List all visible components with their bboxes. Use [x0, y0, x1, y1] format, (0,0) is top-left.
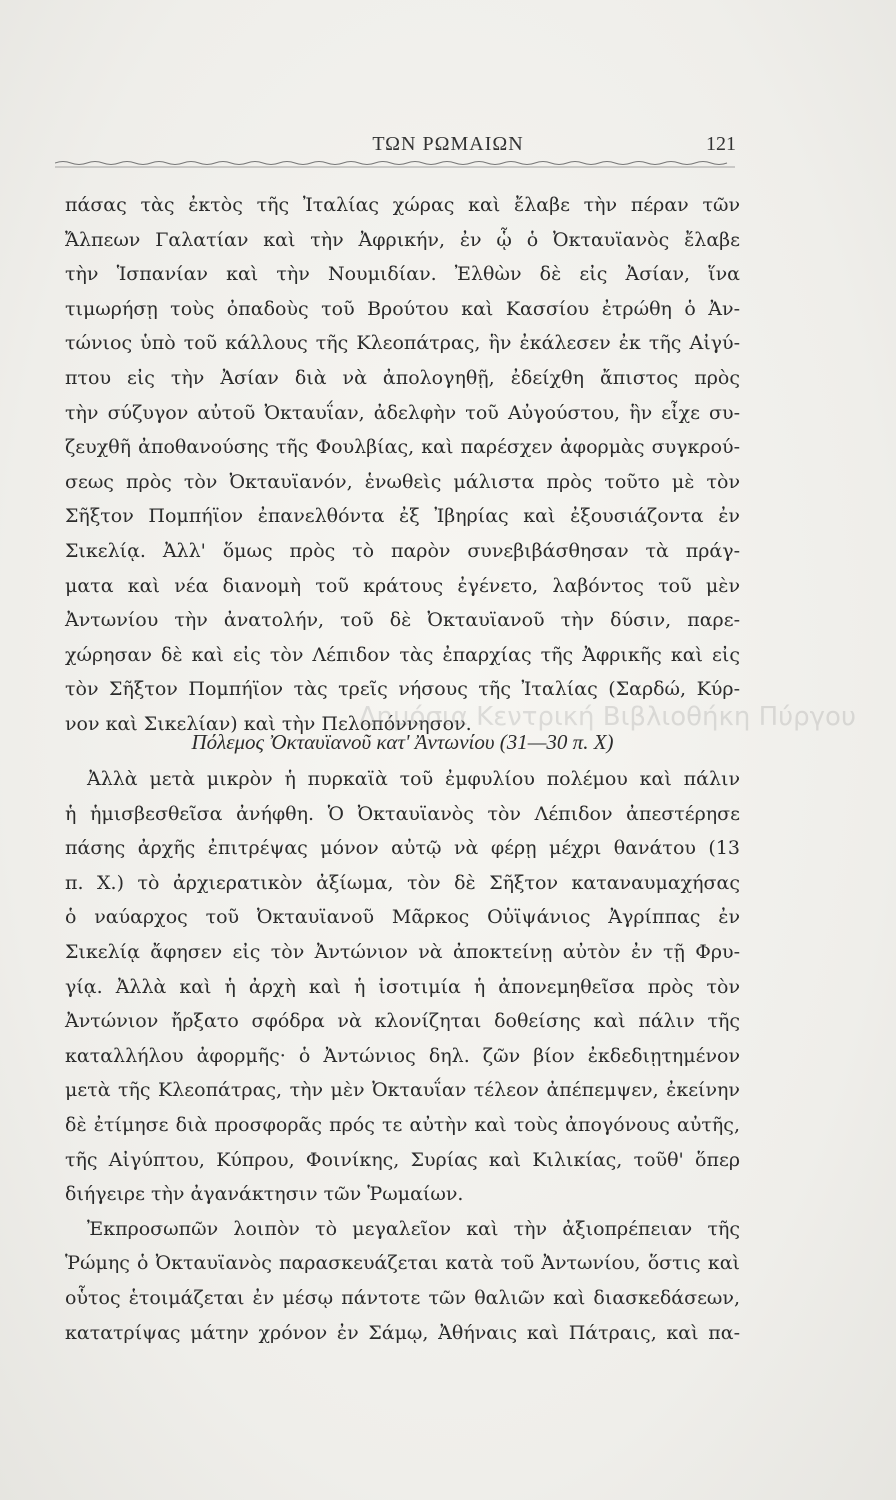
text-line: κατατρίψας μάτην χρόνον ἐν Σάμῳ, Ἀθήναις καὶ Πάτραις, καὶ πα- [65, 1321, 740, 1344]
text-line: Σικελίᾳ ἄφησεν εἰς τὸν Ἀντώνιον νὰ ἀποκτείνῃ αὐτὸν ἐν τῇ Φρυ- [65, 940, 740, 963]
text-line: καταλλήλου ἀφορμῆς· ὁ Ἀντώνιος δηλ. ζῶν βίον ἐκδεδιῃτημένον [65, 1044, 740, 1067]
text-line: ματα καὶ νέα διανομὴ τοῦ κράτους ἐγένετο, λαβόντος τοῦ μὲν [65, 574, 740, 597]
text-line: τιμωρήσῃ τοὺς ὀπαδοὺς τοῦ Βρούτου καὶ Κασσίου ἐτρώθη ὁ Ἀν- [65, 297, 740, 320]
text-line: δὲ ἐτίμησε διὰ προσφορᾶς πρός τε αὐτὴν καὶ τοὺς ἀπογόνους αὐτῆς, [65, 1113, 740, 1136]
paragraph-2 [65, 762, 740, 1350]
library-watermark: Δημόσια Κεντρική Βιβλιοθήκη Πύργου [358, 702, 856, 732]
text-line: Ἀντώνιον ἤρξατο σφόδρα νὰ κλονίζηται δοθείσης καὶ πάλιν τῆς [65, 1010, 740, 1033]
running-title: ΤΩΝ ΡΩΜΑΙΩΝ [372, 133, 524, 155]
text-line: πάσης ἀρχῆς ἐπιτρέψας μόνον αὐτῷ νὰ φέρῃ μέχρι θανάτου (13 [65, 837, 740, 860]
text-line: Ἀντωνίου τὴν ἀνατολήν, τοῦ δὲ Ὀκταυϊανοῦ τὴν δύσιν, παρε- [65, 609, 740, 632]
section-heading: Πόλεμος Ὀκταυϊανοῦ κατ' Ἀντωνίου (31—30 π. Χ) [191, 730, 614, 754]
text-line: Ῥώμης ὁ Ὀκταυϊανὸς παρασκευάζεται κατὰ τοῦ Ἀντωνίου, ὅστις καὶ [65, 1252, 740, 1275]
text-line: ζευχθῆ ἀποθανούσης τῆς Φουλβίας, καὶ παρέσχεν ἀφορμὰς συγκρού- [65, 436, 740, 459]
text-line: πάσας τὰς ἐκτὸς τῆς Ἰταλίας χώρας καὶ ἔλαβε τὴν πέραν τῶν [65, 194, 740, 216]
text-line: τὸν Σῆξτον Πομπήϊον τὰς τρεῖς νήσους τῆς Ἰταλίας (Σαρδώ, Κύρ- [65, 678, 740, 701]
header-rule [55, 160, 735, 170]
text-line: τῆς Αἰγύπτου, Κύπρου, Φοινίκης, Συρίας καὶ Κιλικίας, τοῦθ' ὅπερ [65, 1148, 740, 1171]
text-line: Ἄλπεων Γαλατίαν καὶ τὴν Ἀφρικήν, ἐν ᾧ ὁ Ὀκταυϊανὸς ἔλαβε [65, 228, 740, 251]
text-line: Ἐκπροσωπῶν λοιπὸν τὸ μεγαλεῖον καὶ τὴν ἀξιοπρέπειαν τῆς [87, 1217, 740, 1240]
paragraph-1 [65, 188, 740, 742]
page-number: 121 [706, 133, 736, 155]
text-line: μετὰ τῆς Κλεοπάτρας, τὴν μὲν Ὀκταυΐαν τέλεον ἀπέπεμψεν, ἐκείνην [65, 1079, 740, 1102]
text-line: νον καὶ Σικελίαν) καὶ τὴν Πελοπόννησον. [65, 712, 472, 735]
text-line: τὴν σύζυγον αὐτοῦ Ὀκταυΐαν, ἀδελφὴν τοῦ Αὐγούστου, ἣν εἶχε συ- [65, 401, 740, 424]
text-line: ἡ ἡμισβεσθεῖσα ἀνήφθη. Ὁ Ὀκταυϊανὸς τὸν Λέπιδον ἀπεστέρησε [65, 802, 740, 825]
text-line: π. Χ.) τὸ ἀρχιερατικὸν ἀξίωμα, τὸν δὲ Σῆξτον καταναυμαχήσας [65, 871, 740, 894]
text-line: Ἀλλὰ μετὰ μικρὸν ἡ πυρκαϊὰ τοῦ ἐμφυλίου πολέμου καὶ πάλιν [87, 768, 740, 790]
text-line: τὴν Ἱσπανίαν καὶ τὴν Νουμιδίαν. Ἐλθὼν δὲ εἰς Ἀσίαν, ἵνα [65, 263, 740, 286]
running-head [0, 133, 896, 161]
text-line: σεως πρὸς τὸν Ὀκταυϊανόν, ἑνωθεὶς μάλιστα πρὸς τοῦτο μὲ τὸν [65, 470, 740, 493]
text-line: διήγειρε τὴν ἀγανάκτησιν τῶν Ῥωμαίων. [65, 1183, 464, 1206]
text-line: πτου εἰς τὴν Ἀσίαν διὰ νὰ ἀπολογηθῇ, ἐδείχθη ἄπιστος πρὸς [65, 366, 740, 389]
text-line: Σῆξτον Πομπήϊον ἐπανελθόντα ἐξ Ἰβηρίας καὶ ἐξουσιάζοντα ἐν [65, 505, 740, 528]
text-line: ὁ ναύαρχος τοῦ Ὀκταυϊανοῦ Μᾶρκος Οὐϊψάνιος Ἀγρίππας ἐν [65, 906, 740, 929]
text-line: τώνιος ὑπὸ τοῦ κάλλους τῆς Κλεοπάτρας, ἣν ἐκάλεσεν ἐκ τῆς Αἰγύ- [65, 332, 740, 355]
text-line: χώρησαν δὲ καὶ εἰς τὸν Λέπιδον τὰς ἐπαρχίας τῆς Ἀφρικῆς καὶ εἰς [65, 643, 740, 666]
text-line: Σικελίᾳ. Ἀλλ' ὅμως πρὸς τὸ παρὸν συνεβιβάσθησαν τὰ πράγ- [65, 539, 740, 562]
text-line: γίᾳ. Ἀλλὰ καὶ ἡ ἀρχὴ καὶ ἡ ἰσοτιμία ἡ ἀπονεμηθεῖσα πρὸς τὸν [65, 975, 740, 998]
text-line: οὗτος ἑτοιμάζεται ἐν μέσῳ πάντοτε τῶν θαλιῶν καὶ διασκεδάσεων, [65, 1286, 740, 1309]
